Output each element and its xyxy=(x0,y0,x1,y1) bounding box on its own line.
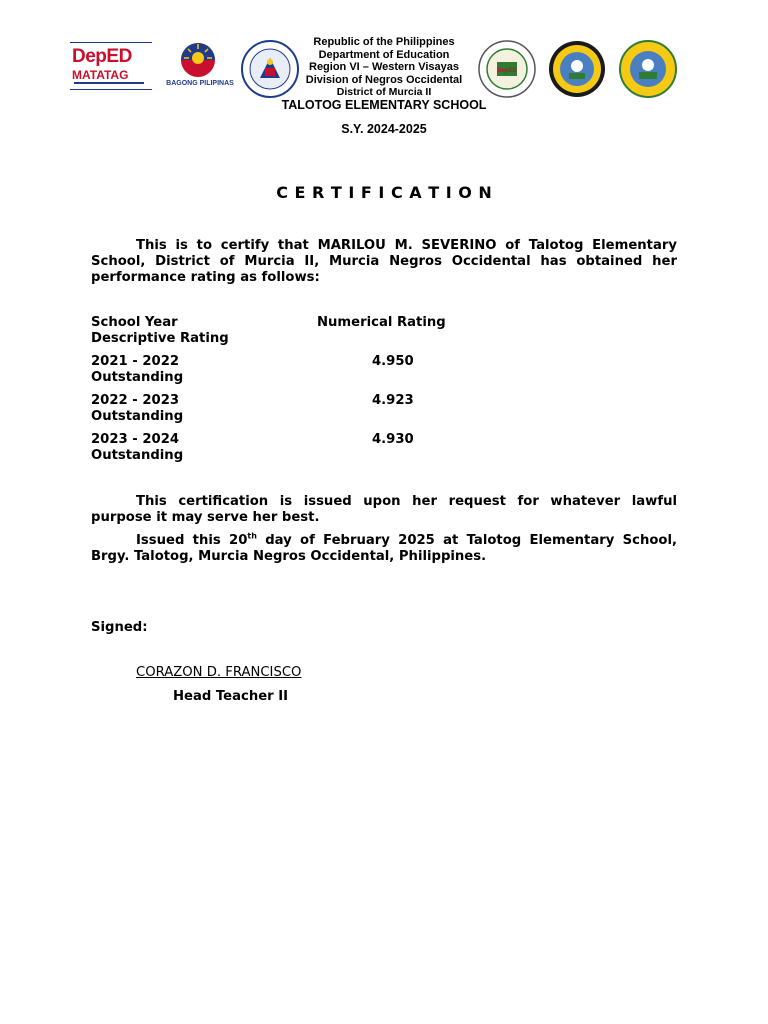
row-descriptive: Outstanding xyxy=(91,409,184,424)
row-year: 2023 - 2024 xyxy=(91,432,180,447)
row-rating: 4.930 xyxy=(372,432,414,447)
deped-matatag-logo xyxy=(70,42,152,90)
row-year: 2022 - 2023 xyxy=(91,393,180,408)
signatory-position: Head Teacher II xyxy=(173,689,289,704)
signed-label: Signed: xyxy=(91,620,148,635)
bagong-pilipinas-logo xyxy=(162,40,238,92)
issued-date-suffix: th xyxy=(247,531,257,541)
school-year: S.Y. 2024-2025 xyxy=(341,122,427,136)
header-line-deped: Department of Education xyxy=(318,48,450,61)
document-title: C E R T I F I C A T I O N xyxy=(276,183,492,202)
row-year: 2021 - 2022 xyxy=(91,354,180,369)
header-line-district: District of Murcia II xyxy=(336,86,432,98)
letterhead xyxy=(284,36,484,99)
intro-paragraph: This is to certify that MARILOU M. SEVERINO of Talotog Elementary School, District of Murcia II, Murcia Negros Occidental has obtained her performance rating as follows: xyxy=(91,238,677,285)
header-line-division: Division of Negros Occidental xyxy=(305,73,463,86)
row-rating: 4.950 xyxy=(372,354,414,369)
issued-suffix: day of February 2025 at Talotog Elementary School, Brgy. Talotog, Murcia Negros Occidental, Philippines. xyxy=(91,533,677,564)
purpose-paragraph: This certification is issued upon her request for whatever lawful purpose it may serve her best. xyxy=(91,494,677,525)
talotog-elementary-school-seal xyxy=(612,40,684,98)
deped-wordmark: DepED xyxy=(72,46,132,67)
school-name: TALOTOG ELEMENTARY SCHOOL xyxy=(281,98,487,112)
district-murcia-seal xyxy=(542,40,612,98)
row-descriptive: Outstanding xyxy=(91,370,184,385)
header-descriptive-rating: Descriptive Rating xyxy=(91,331,229,346)
signatory-name: CORAZON D. FRANCISCO xyxy=(136,665,302,680)
header-line-republic: Republic of the Philippines xyxy=(313,36,455,48)
row-rating: 4.923 xyxy=(372,393,414,408)
header-school-year: School Year xyxy=(91,315,178,330)
header-line-region: Region VI – Western Visayas xyxy=(309,61,459,73)
svg-text:DepED: DepED xyxy=(497,68,517,74)
header-numerical-rating: Numerical Rating xyxy=(317,315,446,330)
matatag-wordmark: MATATAG xyxy=(72,68,129,82)
bagong-pilipinas-wordmark: BAGONG PILIPINAS xyxy=(166,80,234,87)
issued-paragraph xyxy=(91,533,677,565)
row-descriptive: Outstanding xyxy=(91,448,184,463)
issued-prefix: Issued this 20 xyxy=(136,533,248,548)
